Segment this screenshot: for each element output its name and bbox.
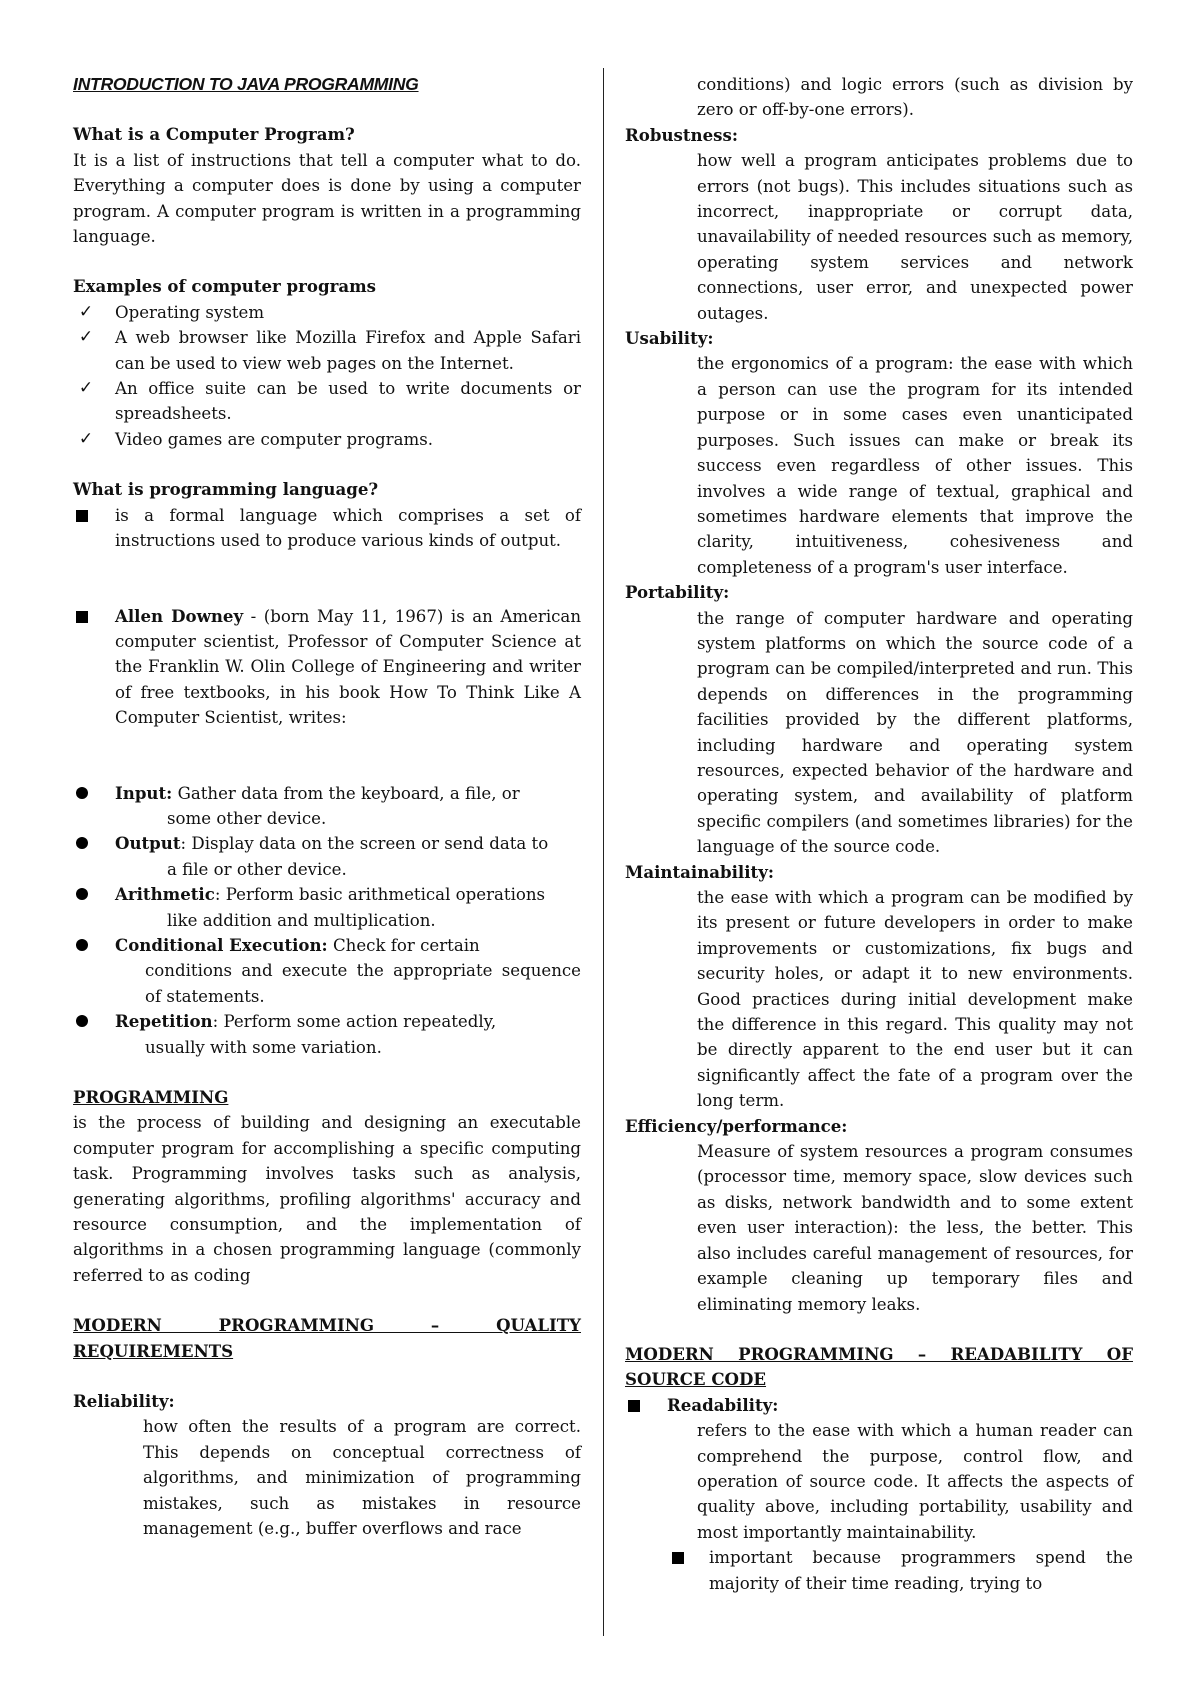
square-bullet-icon	[628, 1400, 640, 1412]
maintainability-heading: Maintainability:	[625, 861, 774, 882]
programming-heading: PROGRAMMING	[73, 1087, 229, 1107]
programming-definition: is the process of building and designing an executable computer program for accomplishing a specific computing task. Programming involves tasks such as analysis, generating algorithms, profiling algorithms' accuracy and resource consumption, and the implementation of algorithms in a chosen programming language (commonly referred to as coding	[73, 1113, 581, 1285]
checkmark-icon: ✓	[78, 327, 94, 348]
list-item: ✓ A web browser like Mozilla Firefox and Apple Safari can be used to view web pages on the Internet.	[73, 325, 581, 376]
reliability-continued: conditions) and logic errors (such as division by zero or off-by-one errors).	[697, 75, 1133, 120]
portability-text: the range of computer hardware and operating system platforms on which the source code of a program can be compiled/interpreted and run. This depends on differences in the programming facilities provided by the different platforms, including hardware and operating system resources, expected behavior of the hardware and operating system, and availability of platform specific compilers (and sometimes libraries) for the language of the source code.	[697, 608, 1133, 857]
list-item: Input: Gather data from the keyboard, a file, or some other device.	[73, 781, 581, 832]
examples-list	[73, 300, 581, 452]
round-bullet-icon	[76, 888, 88, 900]
list-item	[625, 1393, 1133, 1418]
reliability-heading: Reliability:	[73, 1391, 175, 1412]
list-item: is a formal language which comprises a set of instructions used to produce various kinds of output.	[73, 503, 581, 554]
round-bullet-icon	[76, 837, 88, 849]
reliability-text: how often the results of a program are correct. This depends on conceptual correctness of algorithms, and minimization of programming mistakes, such as mistakes in resource management (e.g., buffer overflows and race	[143, 1417, 581, 1539]
round-bullet-icon	[76, 1015, 88, 1027]
checkmark-icon: ✓	[78, 428, 94, 449]
list-item: Allen Downey - (born May 11, 1967) is an American computer scientist, Professor of Computer Science at the Franklin W. Olin College of Engineering and writer of free textbooks, in his book How To Think Like A Computer Scientist, writes:	[73, 604, 581, 731]
checkmark-icon: ✓	[78, 378, 94, 399]
list-item: ✓ An office suite can be used to write documents or spreadsheets.	[73, 376, 581, 427]
square-bullet-icon	[76, 510, 88, 522]
square-bullet-icon	[672, 1552, 684, 1564]
downey-name: Allen Downey	[115, 605, 244, 626]
usability-text: the ergonomics of a program: the ease with which a person can use the program for its intended purpose or in some cases even unanticipated purposes. Such issues can make or break its success even regardless of other issues. This involves a wide range of textual, graphical and sometimes hardware elements that improve the clarity, intuitiveness, cohesiveness and completeness of a program's user interface.	[697, 354, 1133, 577]
question-computer-program: What is a Computer Program?	[73, 124, 355, 145]
readability-sub-item: important because programmers spend the majority of their time reading, trying to	[625, 1545, 1133, 1596]
quality-requirements-heading: MODERN PROGRAMMING – QUALITY REQUIREMENTS	[73, 1315, 581, 1361]
column-divider	[603, 68, 604, 1636]
portability-heading: Portability:	[625, 582, 730, 603]
question-programming-language: What is programming language?	[73, 479, 379, 500]
readability-text: refers to the ease with which a human reader can comprehend the purpose, control flow, and operation of source code. It affects the aspects of quality above, including portability, usability and most importantly maintainability.	[697, 1421, 1133, 1542]
downey-list	[73, 604, 581, 731]
round-bullet-icon	[76, 939, 88, 951]
list-item: Arithmetic: Perform basic arithmetical operations like addition and multiplication.	[73, 882, 581, 933]
left-column	[73, 72, 581, 1542]
programming-language-list	[73, 503, 581, 554]
list-item: ✓ Operating system	[73, 300, 581, 325]
list-item: Output: Display data on the screen or send data to a file or other device.	[73, 831, 581, 882]
robustness-text: how well a program anticipates problems due to errors (not bugs). This includes situations such as incorrect, inappropriate or corrupt data, unavailability of needed resources such as memory, operating system services and network connections, user error, and unexpected power outages.	[697, 151, 1133, 323]
list-item: ✓ Video games are computer programs.	[73, 427, 581, 452]
document-title: INTRODUCTION TO JAVA PROGRAMMING	[73, 74, 419, 94]
usability-heading: Usability:	[625, 328, 714, 349]
basic-concepts-list	[73, 781, 581, 1060]
readability-list	[625, 1393, 1133, 1418]
readability-heading: Readability:	[667, 1394, 779, 1415]
list-item: Conditional Execution: Check for certain conditions and execute the appropriate sequence of statements.	[73, 933, 581, 1009]
round-bullet-icon	[76, 787, 88, 799]
list-item: Repetition: Perform some action repeatedly, usually with some variation.	[73, 1009, 581, 1060]
maintainability-text: the ease with which a program can be modified by its present or future developers in order to make improvements or customizations, fix bugs and security holes, or adapt it to new environments. Good practices during initial development make the difference in this regard. This quality may not be directly apparent to the end user but it can significantly affect the fate of a program over the long term.	[697, 888, 1133, 1111]
right-column	[625, 72, 1133, 1596]
efficiency-heading: Efficiency/performance:	[625, 1115, 848, 1136]
examples-heading: Examples of computer programs	[73, 276, 376, 297]
square-bullet-icon	[76, 611, 88, 623]
efficiency-text: Measure of system resources a program consumes (processor time, memory space, slow devices such as disks, network bandwidth and to some extent even user interaction): the less, the better. This also includes careful management of resources, for example cleaning up temporary files and eliminating memory leaks.	[697, 1142, 1133, 1314]
computer-program-definition: It is a list of instructions that tell a computer what to do. Everything a computer does is done by using a computer program. A computer program is written in a programming language.	[73, 150, 581, 247]
checkmark-icon: ✓	[78, 301, 94, 322]
robustness-heading: Robustness:	[625, 124, 738, 145]
readability-section-heading: MODERN PROGRAMMING – READABILITY OF SOURCE CODE	[625, 1343, 1133, 1390]
